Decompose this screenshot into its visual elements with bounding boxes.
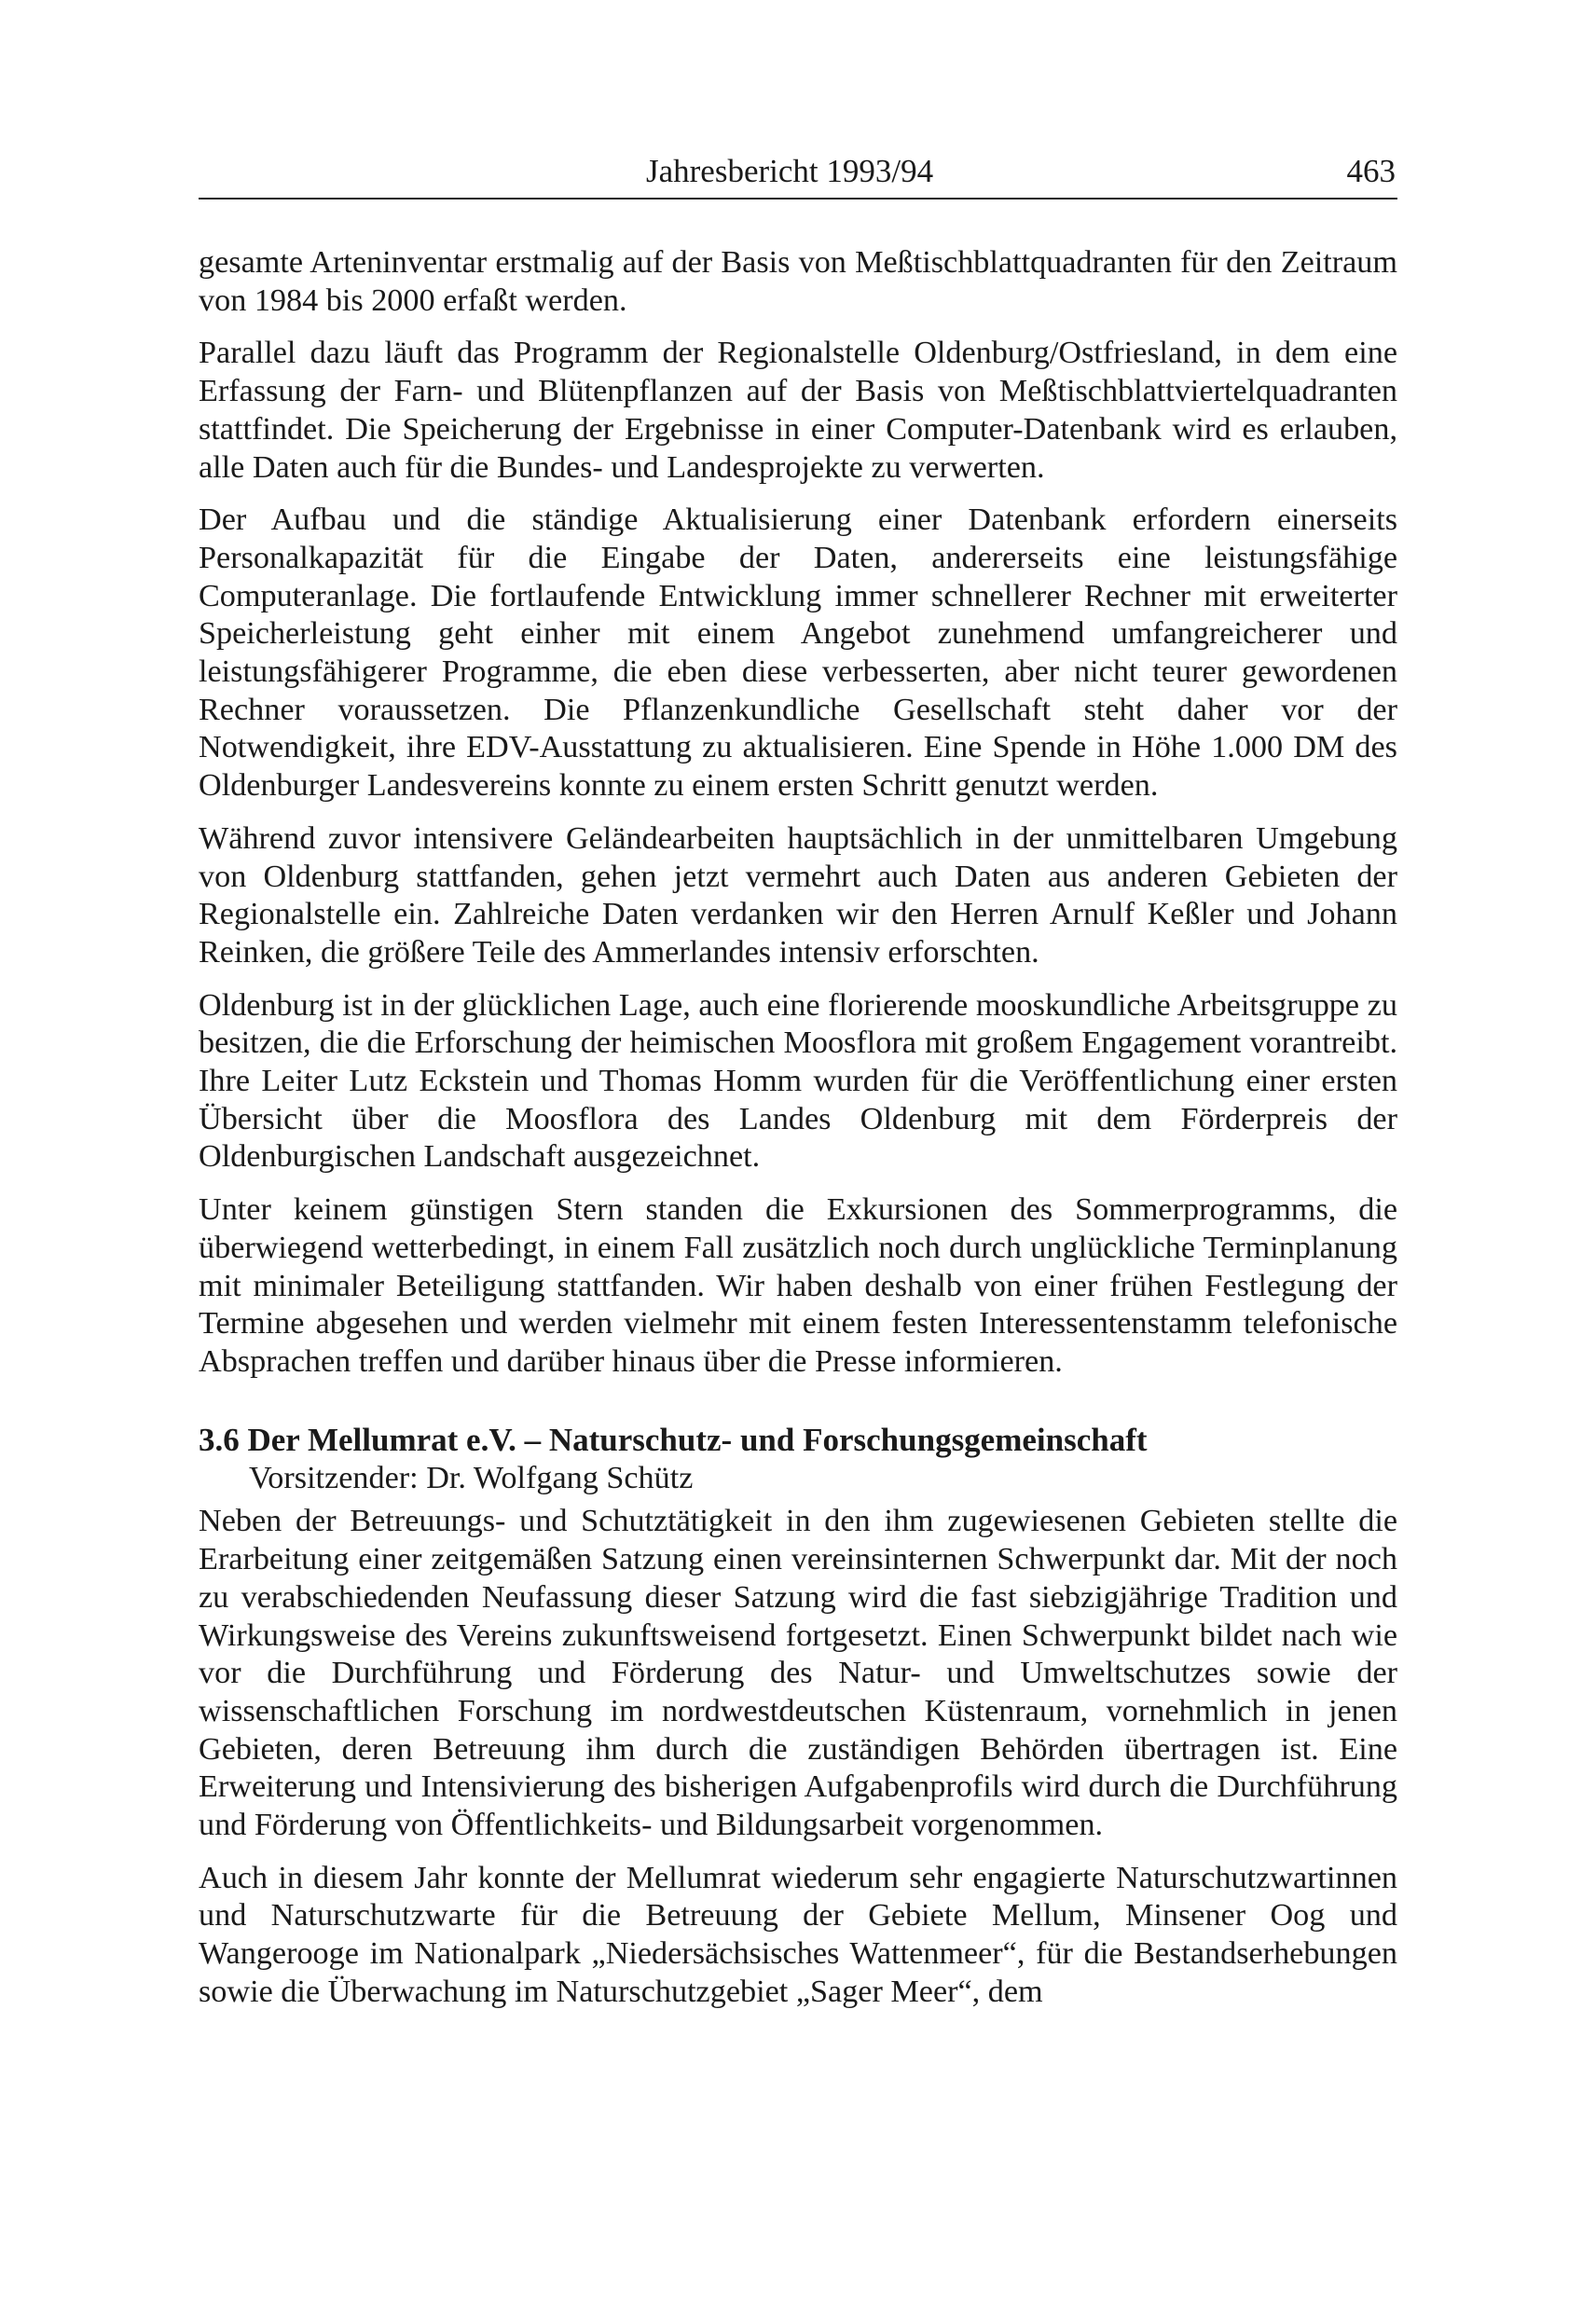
running-header <box>199 149 1397 200</box>
paragraph: Auch in diesem Jahr konnte der Mellumrat wiederum sehr engagierte Naturschutzwartinnen und Naturschutzwarte für die Betreuung der Gebiete Mellum, Minsener Oog und Wangerooge im Nationalpark „Niedersächsisches Wattenmeer“, für die Bestandserhebungen sowie die Überwachung im Naturschutzgebiet „Sager Meer“, dem <box>199 1860 1397 2009</box>
page-number: 463 <box>1346 153 1396 189</box>
paragraph: Während zuvor intensivere Geländearbeiten hauptsächlich in der unmittelbaren Umgebung von Oldenburg stattfanden, gehen jetzt vermehrt auch Daten aus anderen Gebieten der Regionalstelle ein. Zahlreiche Daten verdanken wir den Herren Arnulf Keßler und Johann Reinken, die größere Teile des Ammerlandes intensiv erforschten. <box>199 820 1397 970</box>
paragraph: gesamte Arteninventar erstmalig auf der Basis von Meßtischblattquadranten für den Zeitraum von 1984 bis 2000 erfaßt werden. <box>199 245 1397 318</box>
paragraph: Unter keinem günstigen Stern standen die Exkursionen des Sommerprogramms, die überwiegend wetterbedingt, in einem Fall zusätzlich noch durch unglückliche Terminplanung mit minimaler Beteiligung stattfanden. Wir haben deshalb von einer frühen Festlegung der Termine abgesehen und werden vielmehr mit einem festen Interessentenstamm telefonische Absprachen treffen und darüber hinaus über die Presse informieren. <box>199 1192 1397 1379</box>
paragraph: Oldenburg ist in der glücklichen Lage, auch eine florierende mooskundliche Arbeitsgruppe zu besitzen, die die Erforschung der heimischen Moosflora mit großem Engagement vorantreibt. Ihre Leiter Lutz Eckstein und Thomas Homm wurden für die Veröffentlichung einer ersten Übersicht über die Moosflora des Landes Oldenburg mit dem Förderpreis der Oldenburgischen Landschaft ausgezeichnet. <box>199 987 1397 1175</box>
section-heading: 3.6 Der Mellumrat e.V. – Naturschutz- und Forschungsgemeinschaft <box>199 1421 1148 1458</box>
section-subheading: Vorsitzender: Dr. Wolfgang Schütz <box>249 1460 694 1495</box>
header-title: Jahresbericht 1993/94 <box>646 153 934 189</box>
paragraph: Neben der Betreuungs- und Schutztätigkeit in den ihm zugewiesenen Gebieten stellte die Erarbeitung einer zeitgemäßen Satzung einen vereinsinternen Schwerpunkt dar. Mit der noch zu verabschiedenden Neufassung dieser Satzung wird die fast siebzigjährige Tradition und Wirkungsweise des Vereins zukunftsweisend fortgesetzt. Einen Schwerpunkt bildet nach wie vor die Durchführung und Förderung des Natur- und Umweltschutzes sowie der wissenschaftlichen Forschung im nordwestdeutschen Küstenraum, vornehmlich in jenen Gebieten, deren Betreuung ihm durch die zuständigen Behörden übertragen ist. Eine Erweiterung und Intensivierung des bisherigen Aufgabenprofils wird durch die Durchführung und Förderung von Öffentlichkeits- und Bildungsarbeit vorgenommen. <box>199 1504 1397 1843</box>
paragraph: Parallel dazu läuft das Programm der Regionalstelle Oldenburg/Ostfriesland, in dem eine Erfassung der Farn- und Blütenpflanzen auf der Basis von Meßtischblattviertelquadranten stattfindet. Die Speicherung der Ergebnisse in einer Computer-Datenbank wird es erlauben, alle Daten auch für die Bundes- und Landesprojekte zu verwerten. <box>199 336 1397 485</box>
paragraph: Der Aufbau und die ständige Aktualisierung einer Datenbank erfordern einerseits Personalkapazität für die Eingabe der Daten, andererseits eine leistungsfähige Computeranlage. Die fortlaufende Entwicklung immer schnellerer Rechner mit erweiterter Speicherleistung geht einher mit einem Angebot zunehmend umfangreicherer und leistungsfähigerer Programme, die eben diese verbesserten, aber nicht teurer gewordenen Rechner voraussetzen. Die Pflanzenkundliche Gesellschaft steht daher vor der Notwendigkeit, ihre EDV-Ausstattung zu aktualisieren. Eine Spende in Höhe 1.000 DM des Oldenburger Landesvereins konnte zu einem ersten Schritt genutzt werden. <box>199 502 1397 804</box>
body-text <box>199 244 1397 2027</box>
